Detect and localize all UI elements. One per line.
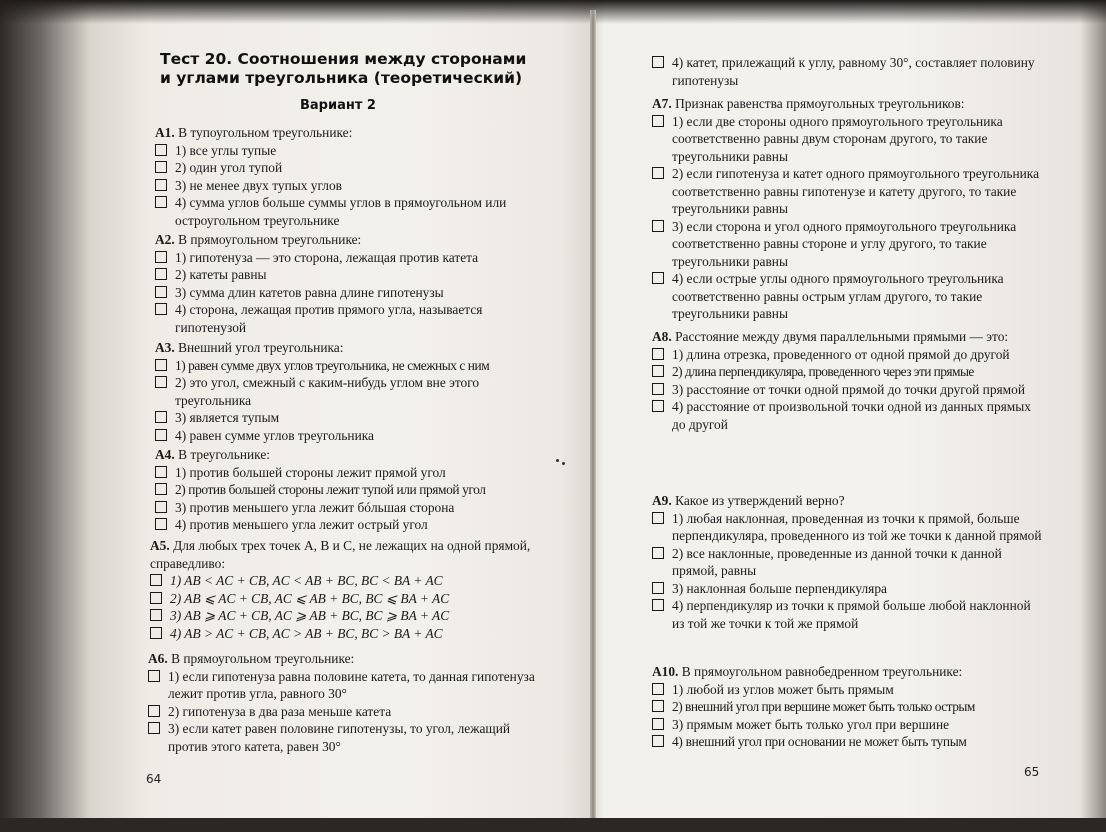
question-header [155,339,555,357]
scan-shadow-bottom [0,818,1106,832]
answer-option[interactable]: 3) сумма длин катетов равна длине гипотенузы [155,284,555,302]
page-number-left: 64 [146,772,162,786]
answer-option[interactable]: 3) не менее двух тупых углов [155,177,555,195]
question-id: A7. [652,96,672,111]
answer-checkbox[interactable] [155,376,167,388]
answer-checkbox[interactable] [155,179,167,191]
answer-option[interactable]: 1) все углы тупые [155,142,555,160]
answer-checkbox[interactable] [148,722,160,734]
answer-option[interactable]: 1) если две стороны одного прямоугольного треугольника соответственно равны двум сторонам другого, то такие треугольники равны [652,113,1042,166]
answer-option[interactable]: 1) гипотенуза — это сторона, лежащая против катета [155,249,555,267]
question-id: A1. [155,125,175,140]
answer-option[interactable]: 3) если сторона и угол одного прямоугольного треугольника соответственно равны стороне и углу другого, то такие треугольники равны [652,218,1042,271]
question-a4 [155,446,555,534]
answer-checkbox[interactable] [155,161,167,173]
question-header [652,663,1047,681]
answer-checkbox[interactable] [155,483,167,495]
answer-checkbox[interactable] [652,220,664,232]
print-speck [562,462,565,465]
answer-option[interactable]: 3) наклонная больше перпендикуляра [652,580,1042,598]
question-header [155,446,555,464]
book-gutter [590,10,596,825]
answer-checkbox[interactable] [652,700,664,712]
answer-option[interactable]: 4) сторона, лежащая против прямого угла, называется гипотенузой [155,301,555,336]
question-id: A8. [652,329,672,344]
answer-option[interactable]: 1) AB < AC + CB, AC < AB + BC, BC < BA + AC [150,572,545,590]
answer-option[interactable]: 2) гипотенуза в два раза меньше катета [148,703,548,721]
answer-checkbox[interactable] [155,251,167,263]
question-a2 [155,231,555,336]
question-header [155,231,555,249]
answer-checkbox[interactable] [150,609,162,621]
answer-checkbox[interactable] [652,512,664,524]
answer-checkbox[interactable] [150,592,162,604]
answer-option[interactable]: 2) катеты равны [155,266,555,284]
answer-option[interactable]: 1) длина отрезка, проведенного от одной прямой до другой [652,346,1042,364]
answer-checkbox[interactable] [150,574,162,586]
answer-option[interactable]: 2) внешний угол при вершине может быть только острым [652,698,1047,716]
answer-option[interactable]: 3) расстояние от точки одной прямой до точки другой прямой [652,381,1042,399]
answer-checkbox[interactable] [652,683,664,695]
answer-checkbox[interactable] [155,411,167,423]
answer-option[interactable]: 4) перпендикуляр из точки к прямой больше любой наклонной из той же точки к той же прямой [652,597,1042,632]
answer-option[interactable]: 3) прямым может быть только угол при вершине [652,716,1047,734]
question-text: Расстояние между двумя параллельными прямыми — это: [675,329,1009,344]
answer-checkbox[interactable] [155,268,167,280]
answer-option[interactable]: 2) против большей стороны лежит тупой или прямой угол [155,481,555,499]
answer-option[interactable]: 1) равен сумме двух углов треугольника, не смежных с ним [155,357,555,375]
question-text: Внешний угол треугольника: [178,340,344,355]
answer-option[interactable]: 1) любая наклонная, проведенная из точки к прямой, больше перпендикуляра, проведенного из той же точки к данной прямой [652,510,1042,545]
question-text: В тупоугольном треугольнике: [178,125,353,140]
question-id: A4. [155,447,175,462]
answer-checkbox[interactable] [148,705,160,717]
answer-option[interactable]: 4) расстояние от произвольной точки одной из данных прямых до другой [652,398,1042,433]
print-speck [556,459,559,462]
question-text: Для любых трех точек A, B и C, не лежащих на одной прямой, справедливо: [150,538,531,571]
question-header [652,328,1042,346]
answer-option[interactable]: 2) длина перпендикуляра, проведенного через эти прямые [652,363,1042,381]
answer-option[interactable]: 4) катет, прилежащий к углу, равному 30°, составляет половину гипотенузы [652,54,1042,89]
answer-checkbox[interactable] [652,167,664,179]
answer-checkbox[interactable] [652,582,664,594]
answer-checkbox[interactable] [652,547,664,559]
answer-option[interactable]: 2) все наклонные, проведенные из данной точки к данной прямой, равны [652,545,1042,580]
question-id: A3. [155,340,175,355]
answer-option[interactable]: 4) равен сумме углов треугольника [155,427,555,445]
question-text: В прямоугольном треугольнике: [178,232,362,247]
question-a9 [652,492,1042,632]
question-a6 [148,650,548,755]
question-a3 [155,339,555,444]
answer-option[interactable]: 1) любой из углов может быть прямым [652,681,1047,699]
answer-checkbox[interactable] [652,718,664,730]
question-header [148,650,548,668]
answer-checkbox[interactable] [652,383,664,395]
question-a5 [150,537,545,642]
answer-checkbox[interactable] [155,501,167,513]
answer-checkbox[interactable] [652,400,664,412]
answer-checkbox[interactable] [155,286,167,298]
scan-shadow-top [0,0,1106,24]
question-id: A10. [652,664,679,679]
answer-option[interactable]: 4) внешний угол при основании не может быть тупым [652,733,1047,751]
carryover-option [652,54,1042,89]
answer-checkbox[interactable] [155,359,167,371]
question-text: Признак равенства прямоугольных треугольников: [675,96,965,111]
answer-option[interactable]: 4) если острые углы одного прямоугольного треугольника соответственно равны острым углам другого, то такие треугольники равны [652,270,1042,323]
question-a8 [652,328,1042,433]
answer-option[interactable]: 3) является тупым [155,409,555,427]
answer-checkbox[interactable] [155,429,167,441]
answer-option[interactable]: 3) против меньшего угла лежит бóльшая сторона [155,499,555,517]
answer-checkbox[interactable] [148,670,160,682]
answer-checkbox[interactable] [652,272,664,284]
question-header [652,95,1042,113]
answer-checkbox[interactable] [652,365,664,377]
answer-checkbox[interactable] [652,348,664,360]
question-header [150,537,545,572]
variant-label: Вариант 2 [300,98,376,113]
answer-option[interactable]: 3) если катет равен половине гипотенузы, то угол, лежащий против этого катета, равен 30° [148,720,548,755]
answer-checkbox[interactable] [155,303,167,315]
question-id: A9. [652,493,672,508]
answer-option[interactable]: 1) если гипотенуза равна половине катета, то данная гипотенуза лежит против угла, равного 30° [148,668,548,703]
test-title: Тест 20. Соотношения между сторонами и углами треугольника (теоретический) [160,50,527,87]
answer-option[interactable]: 2) AB ⩽ AC + CB, AC ⩽ AB + BC, BC ⩽ BA + AC [150,590,545,608]
answer-option[interactable]: 2) если гипотенуза и катет одного прямоугольного треугольника соответственно равны гипотенузе и катету другого, то такие треугольники равны [652,165,1042,218]
answer-option[interactable]: 4) против меньшего угла лежит острый угол [155,516,555,534]
answer-checkbox[interactable] [652,56,664,68]
answer-checkbox[interactable] [150,627,162,639]
answer-option[interactable]: 2) один угол тупой [155,159,555,177]
question-a7 [652,95,1042,323]
question-a10 [652,663,1047,751]
answer-checkbox[interactable] [652,599,664,611]
question-text: Какое из утверждений верно? [675,493,845,508]
answer-checkbox[interactable] [155,518,167,530]
question-header [652,492,1042,510]
answer-option[interactable]: 2) это угол, смежный с каким-нибудь углом вне этого треугольника [155,374,555,409]
question-id: A6. [148,651,168,666]
answer-option[interactable]: 4) AB > AC + CB, AC > AB + BC, BC > BA + AC [150,625,545,643]
page-number-right: 65 [1024,765,1040,779]
question-header [155,124,555,142]
answer-option[interactable]: 4) сумма углов больше суммы углов в прямоугольном или остроугольном треугольнике [155,194,545,229]
question-a1 [155,124,555,229]
answer-checkbox[interactable] [155,466,167,478]
answer-checkbox[interactable] [155,144,167,156]
question-text: В прямоугольном треугольнике: [171,651,355,666]
question-text: В треугольнике: [178,447,271,462]
answer-option[interactable]: 1) против большей стороны лежит прямой угол [155,464,555,482]
answer-checkbox[interactable] [652,735,664,747]
question-text: В прямоугольном равнобедренном треугольнике: [681,664,963,679]
answer-checkbox[interactable] [652,115,664,127]
answer-option[interactable]: 3) AB ⩾ AC + CB, AC ⩾ AB + BC, BC ⩾ BA + AC [150,607,545,625]
answer-checkbox[interactable] [155,196,167,208]
question-id: A5. [150,538,170,553]
question-id: A2. [155,232,175,247]
